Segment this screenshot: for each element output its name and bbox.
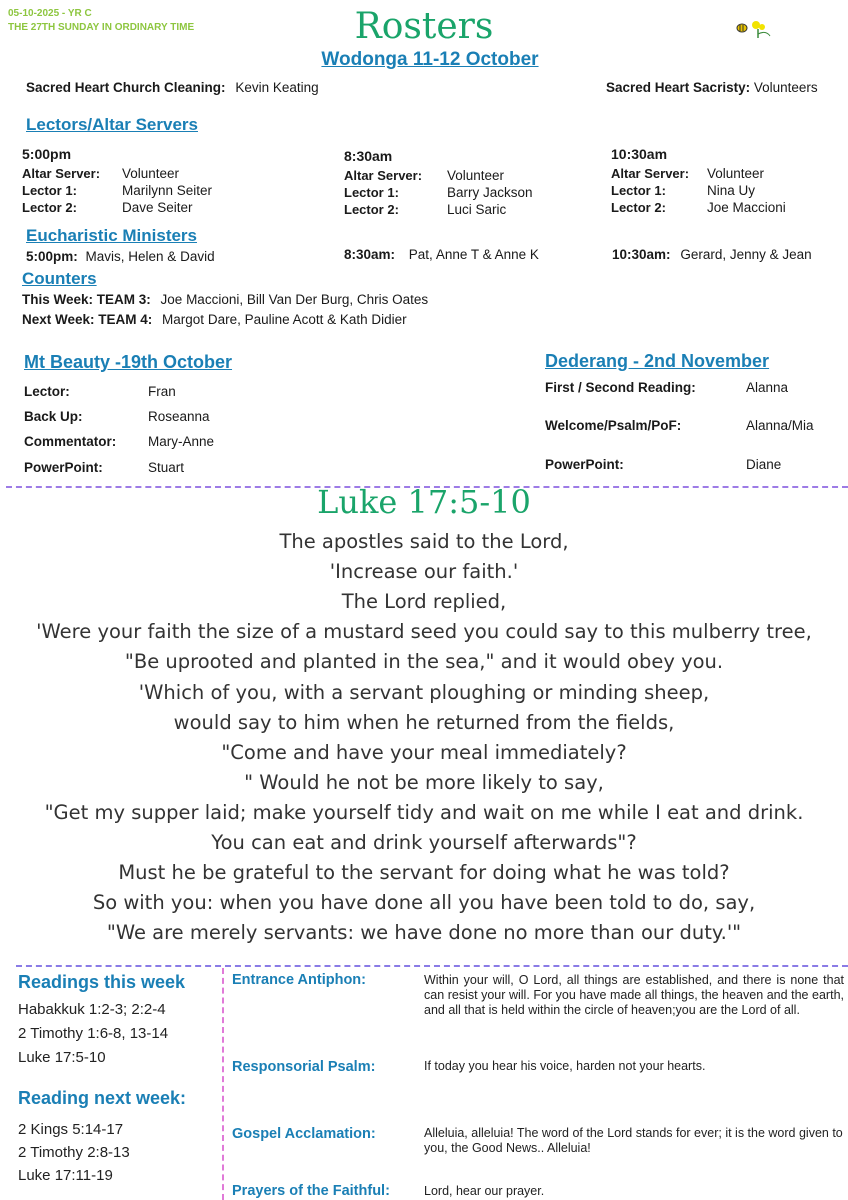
altar-value: Volunteer	[447, 168, 505, 183]
gospel-line: You can eat and drink yourself afterwards"?	[211, 831, 637, 854]
row-value: Alanna/Mia	[746, 418, 814, 433]
page-title: Rosters	[354, 6, 494, 47]
counters-heading: Counters	[22, 269, 97, 288]
prayers-faithful-label: Prayers of the Faithful:	[232, 1183, 390, 1199]
row-label: Lector:	[24, 384, 70, 399]
gospel-line: The apostles said to the Lord,	[279, 530, 569, 553]
counters-value: Margot Dare, Pauline Acott & Kath Didier	[162, 312, 407, 327]
lector2-value: Luci Saric	[447, 202, 507, 217]
gospel-line: "Be uprooted and planted in the sea," and it would obey you.	[124, 650, 724, 674]
lector1-value: Barry Jackson	[447, 185, 533, 200]
dederang-row	[545, 380, 788, 395]
row-value: Fran	[148, 384, 176, 399]
row-label: Welcome/Psalm/PoF:	[545, 418, 682, 433]
lector2-value: Joe Maccioni	[707, 200, 786, 215]
gospel-line: " Would he not be more likely to say,	[244, 770, 604, 794]
altar-label: Altar Server:	[344, 168, 423, 183]
gospel-acclamation-label: Gospel Acclamation:	[232, 1126, 376, 1142]
responsorial-psalm-label: Responsorial Psalm:	[232, 1059, 376, 1075]
readings-next-week-heading: Reading next week:	[18, 1088, 187, 1108]
cleaning-row	[26, 80, 319, 95]
entrance-antiphon-text: Within your will, O Lord, all things are established, and there is none that can resist your will. For you have made all things, the heaven and the earth, and all that is held within the circle of heaven;you are the Lord of all.	[424, 973, 844, 1017]
sacristy-value: Volunteers	[753, 80, 818, 95]
responsorial-psalm-text: If today you hear his voice, harden not your hearts.	[424, 1059, 706, 1073]
page-subtitle: Wodonga 11-12 October	[321, 49, 539, 70]
row-value: Alanna	[746, 380, 789, 395]
eucharistic-item	[344, 247, 539, 262]
counters-label: This Week: TEAM 3:	[22, 292, 151, 307]
dederang-row	[545, 457, 781, 472]
mt-beauty-row	[24, 409, 210, 424]
row-value: Roseanna	[148, 409, 210, 424]
readings-this-week-heading: Readings this week	[18, 972, 186, 992]
mt-beauty-row	[24, 384, 176, 399]
divider	[16, 965, 848, 967]
mt-beauty-row	[24, 434, 214, 449]
gospel-line: 'Were your faith the size of a mustard seed you could say to this mulberry tree,	[36, 620, 812, 644]
counters-this-week	[22, 292, 428, 307]
entrance-antiphon-label: Entrance Antiphon:	[232, 972, 366, 988]
vertical-divider	[222, 968, 224, 1200]
lector2-value: Dave Seiter	[122, 200, 193, 215]
eucharistic-time: 10:30am:	[612, 247, 671, 262]
mass-column-1030am	[611, 146, 841, 215]
gospel-line: "Get my supper laid; make yourself tidy and wait on me while I eat and drink.	[44, 800, 804, 824]
counters-next-week	[22, 312, 407, 327]
gospel-line: So with you: when you have done all you have been told to do, say,	[92, 891, 756, 915]
altar-value: Volunteer	[707, 166, 765, 181]
reading-item: 2 Timothy 2:8-13	[18, 1144, 130, 1161]
lector2-label: Lector 2:	[22, 200, 77, 215]
gospel-line: "We are merely servants: we have done no more than our duty.'"	[106, 921, 742, 945]
gospel-line: "Come and have your meal immediately?	[221, 740, 627, 764]
lector1-label: Lector 1:	[22, 183, 77, 198]
lector2-label: Lector 2:	[611, 200, 666, 215]
gospel-line: 'Increase our faith.'	[329, 560, 519, 584]
reading-item: 2 Timothy 1:6-8, 13-14	[18, 1025, 169, 1042]
lector2-label: Lector 2:	[344, 202, 399, 217]
altar-label: Altar Server:	[22, 166, 101, 181]
eucharistic-time: 5:00pm:	[26, 249, 78, 264]
eucharistic-heading: Eucharistic Ministers	[26, 226, 198, 245]
row-value: Mary-Anne	[148, 434, 215, 449]
reading-item: 2 Kings 5:14-17	[18, 1121, 124, 1138]
row-label: Back Up:	[24, 409, 83, 424]
eucharistic-time: 8:30am:	[344, 247, 396, 262]
mass-time: 10:30am	[611, 146, 668, 162]
reading-item: Luke 17:5-10	[18, 1049, 106, 1066]
sacristy-row	[606, 80, 818, 95]
mass-column-830am	[344, 148, 604, 217]
gospel-line: The Lord replied,	[341, 590, 507, 614]
gospel-line: Must he be grateful to the servant for doing what he was told?	[118, 861, 730, 885]
altar-label: Altar Server:	[611, 166, 690, 181]
date-line: 05-10-2025 - YR C	[8, 8, 92, 19]
eucharistic-names: Gerard, Jenny & Jean	[680, 247, 812, 262]
eucharistic-names: Mavis, Helen & David	[85, 249, 215, 264]
cleaning-value: Kevin Keating	[235, 80, 319, 95]
row-label: PowerPoint:	[545, 457, 624, 472]
row-value: Stuart	[148, 460, 185, 475]
counters-label: Next Week: TEAM 4:	[22, 312, 153, 327]
reading-item: Luke 17:11-19	[18, 1167, 113, 1184]
gospel-line: would say to him when he returned from the fields,	[173, 710, 675, 734]
prayers-faithful-text: Lord, hear our prayer.	[424, 1184, 545, 1198]
gospel-title: Luke 17:5-10	[317, 483, 531, 521]
reading-item: Habakkuk 1:2-3; 2:2-4	[18, 1001, 166, 1018]
row-label: PowerPoint:	[24, 460, 103, 475]
mass-time: 5:00pm	[22, 146, 72, 162]
row-label: First / Second Reading:	[545, 380, 696, 395]
counters-value: Joe Maccioni, Bill Van Der Burg, Chris Oates	[160, 292, 429, 307]
mass-time: 8:30am	[344, 148, 393, 164]
sacristy-label: Sacred Heart Sacristy:	[606, 80, 751, 95]
eucharistic-item	[26, 249, 215, 264]
lector1-value: Nina Uy	[707, 183, 756, 198]
gospel-line: 'Which of you, with a servant ploughing or minding sheep,	[138, 680, 710, 704]
mt-beauty-heading: Mt Beauty -19th October	[24, 352, 233, 372]
row-value: Diane	[746, 457, 782, 472]
eucharistic-names: Pat, Anne T & Anne K	[408, 247, 539, 262]
dederang-heading: Dederang - 2nd November	[545, 351, 770, 371]
cleaning-label: Sacred Heart Church Cleaning:	[26, 80, 226, 95]
lectors-heading: Lectors/Altar Servers	[26, 115, 198, 134]
gospel-acclamation-text: Alleluia, alleluia! The word of the Lord stands for ever; it is the word given to you, the Good News.. Alleluia!	[424, 1126, 843, 1155]
sunday-line: THE 27TH SUNDAY IN ORDINARY TIME	[8, 22, 195, 33]
lector1-label: Lector 1:	[611, 183, 666, 198]
row-label: Commentator:	[24, 434, 117, 449]
lector1-label: Lector 1:	[344, 185, 399, 200]
bee-flower-icon	[736, 16, 776, 45]
eucharistic-item	[612, 247, 812, 262]
lector1-value: Marilynn Seiter	[122, 183, 213, 198]
mass-column-5pm	[22, 146, 322, 215]
mt-beauty-row	[24, 460, 184, 475]
dederang-row	[545, 418, 814, 433]
altar-value: Volunteer	[122, 166, 180, 181]
